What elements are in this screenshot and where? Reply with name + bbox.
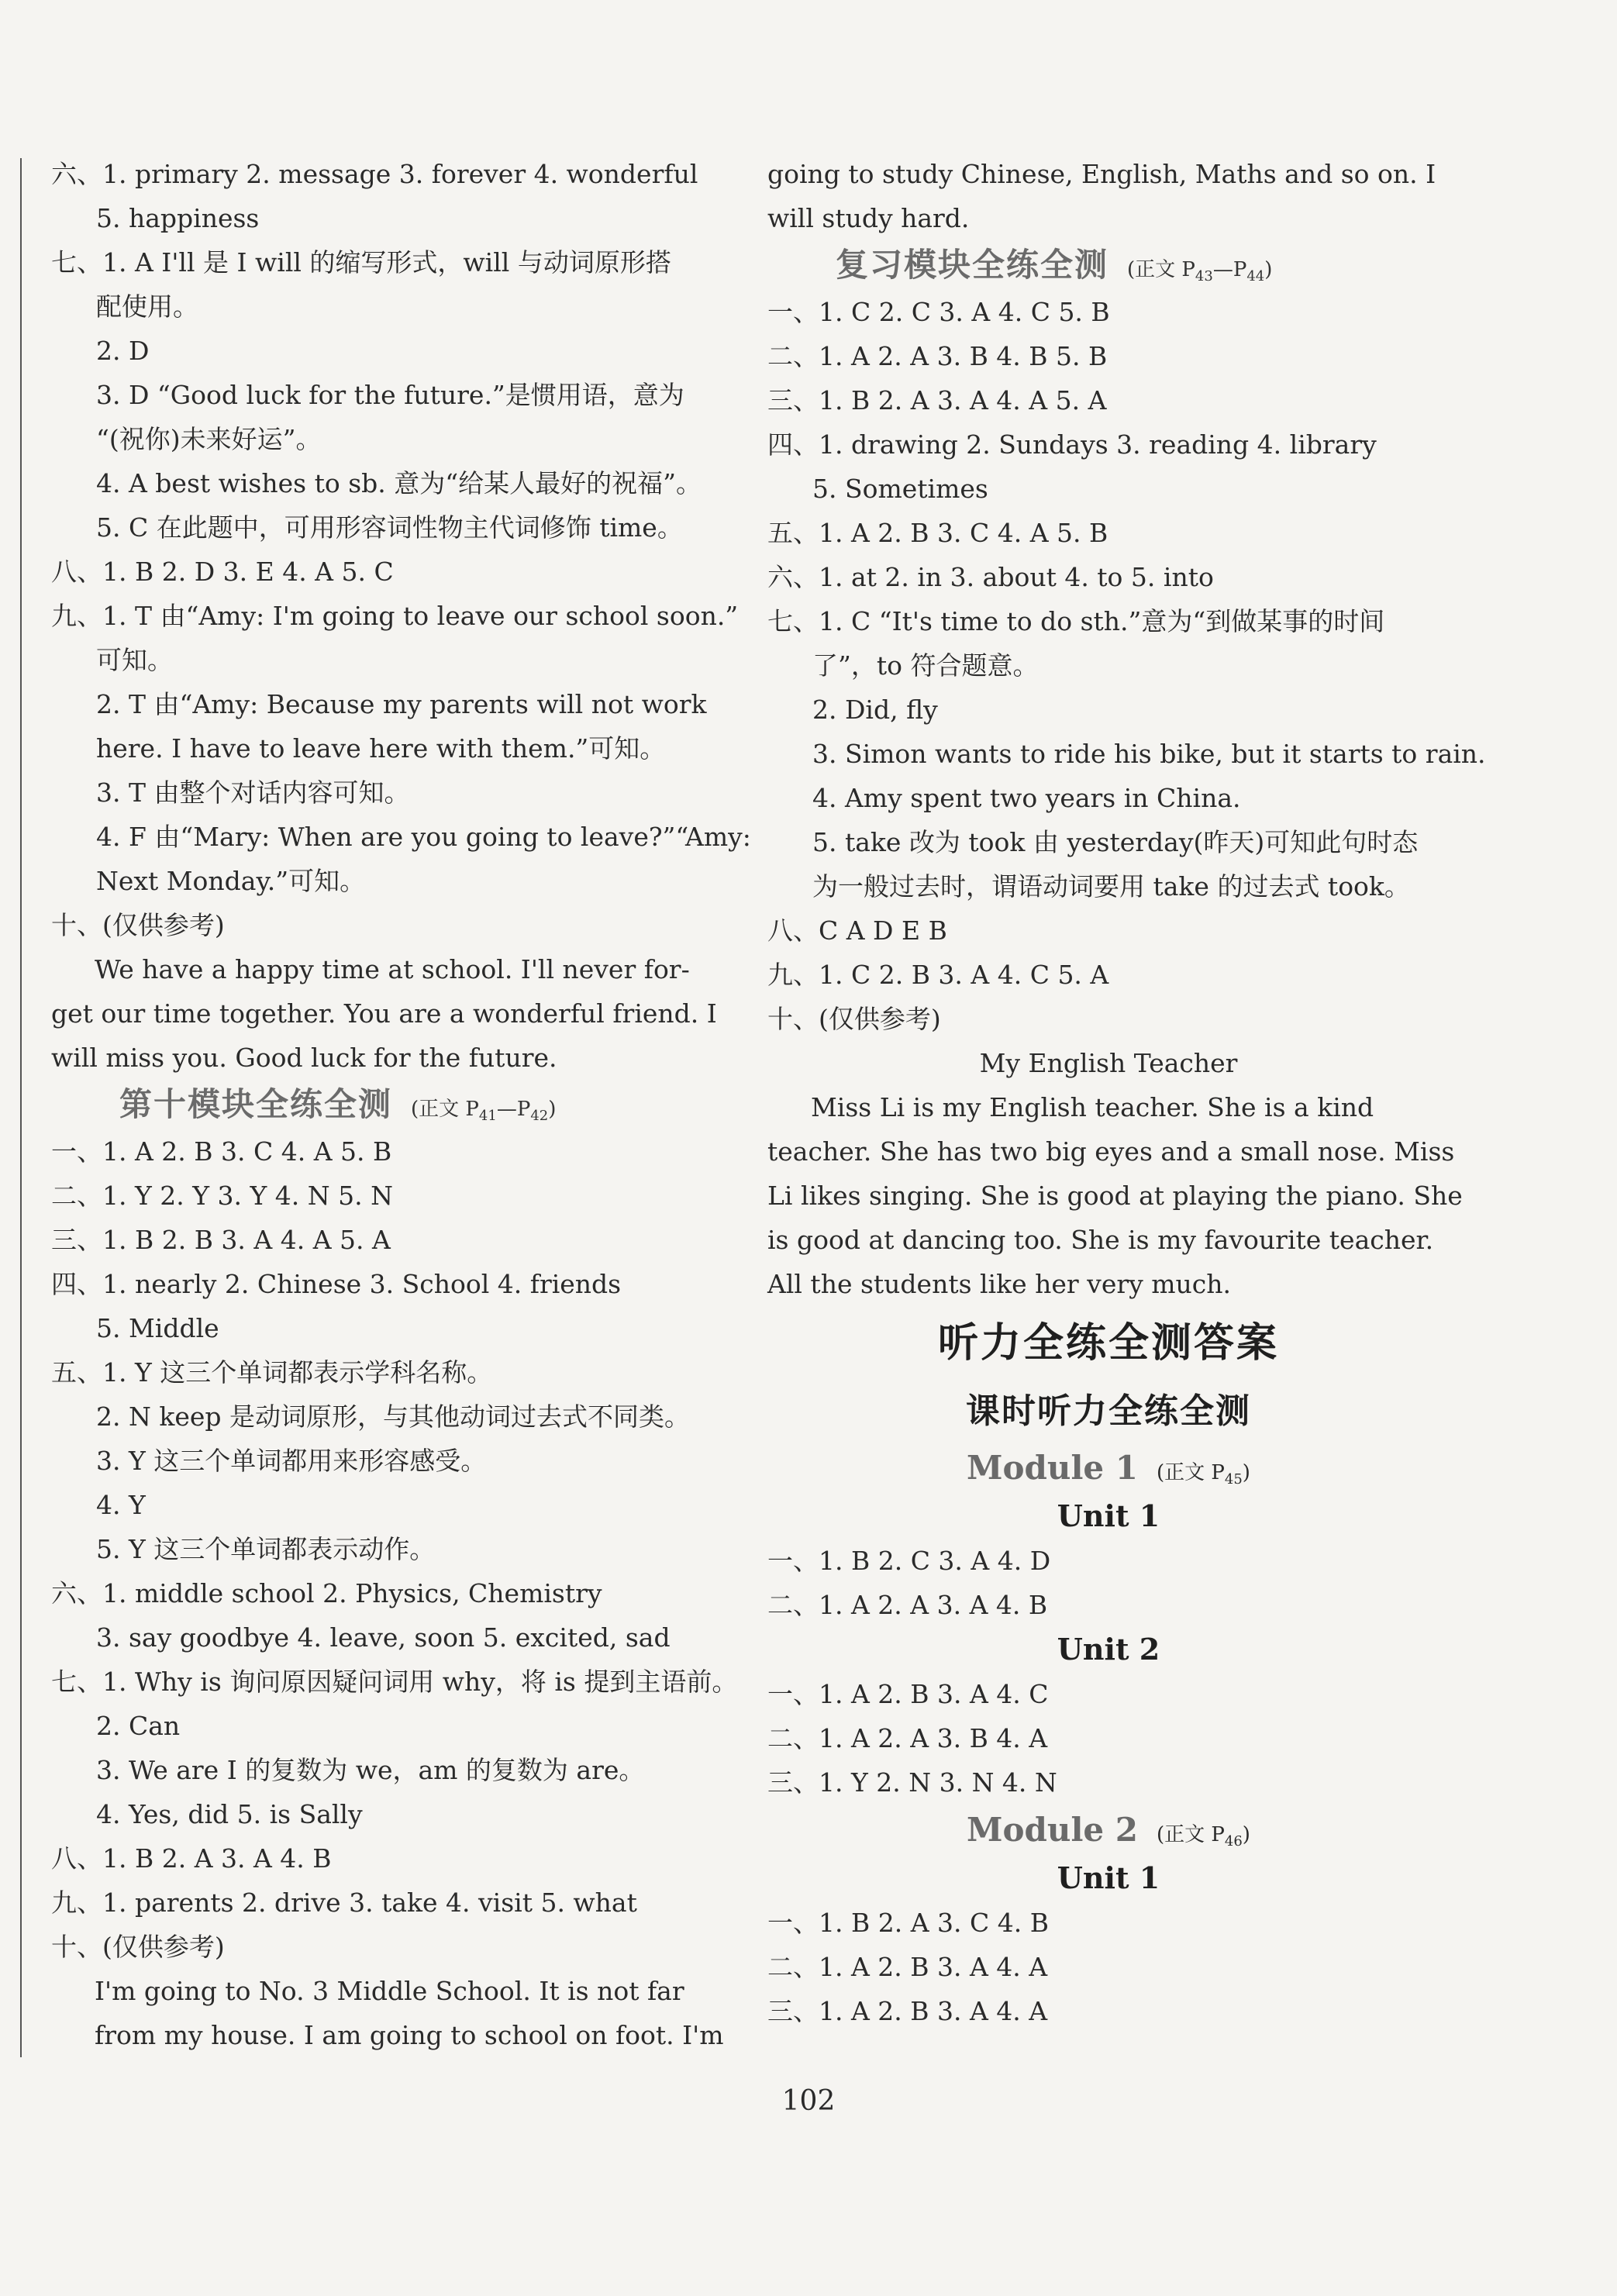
answer-subline: 5. happiness [96,203,260,233]
ref-page-end: 42 [530,1108,549,1125]
module-heading [767,1805,1450,1856]
answer-line: 七、1. Why is 询问原因疑问词用 why，将 is 提到主语前。 [51,1667,738,1697]
answer-line: 三、1. B 2. A 3. A 4. A 5. A [767,385,1107,415]
essay-line: We have a happy time at school. I'll never for- [95,954,690,984]
module-heading [767,1443,1450,1494]
answer-line: 九、1. C 2. B 3. A 4. C 5. A [767,960,1109,990]
answer-subline: 可知。 [96,645,173,675]
ref-page-end: 44 [1246,268,1265,285]
answer-subline: 3. say goodbye 4. leave, soon 5. excited, sad [96,1622,671,1653]
essay-title: My English Teacher [979,1048,1238,1078]
module-title: Module 2 [967,1811,1138,1849]
left-column [51,152,751,2057]
page-reference: (正文 $P_{45}$) [1156,1461,1250,1488]
answer-line: 九、1. T 由“Amy: I'm going to leave our school soon.” [51,601,739,631]
section-title: 复习模块全练全测 [836,246,1109,284]
answer-line: 三、1. A 2. B 3. A 4. A [767,1996,1048,2026]
answer-subline: 4. Y [96,1490,146,1520]
answer-subline: 为一般过去时，谓语动词要用 take 的过去式 took。 [812,871,1410,902]
answer-line: 一、1. B 2. A 3. C 4. B [767,1908,1049,1938]
answer-line: 六、1. middle school 2. Physics, Chemistry [51,1578,602,1608]
answer-subline: “(祝你)未来好运”。 [96,424,322,454]
answer-subline: 5. C 在此题中，可用形容词性物主代词修饰 time。 [96,512,683,543]
answer-subline: 2. N keep 是动词原形，与其他动词过去式不同类。 [96,1401,691,1432]
answer-line: 一、1. C 2. C 3. A 4. C 5. B [767,297,1110,327]
left-margin-rule [20,158,22,2057]
page-reference: (正文 $P_{46}$) [1156,1823,1250,1850]
answer-subline: 5. Sometimes [812,474,988,504]
essay-line: will study hard. [767,203,970,233]
answer-line: 四、1. nearly 2. Chinese 3. School 4. friends [51,1269,622,1299]
answer-subline: 2. Can [96,1711,181,1741]
answer-line: 五、1. Y 这三个单词都表示学科名称。 [51,1357,493,1388]
essay-line: Li likes singing. She is good at playing the piano. She [767,1181,1463,1211]
answer-line: 三、1. B 2. B 3. A 4. A 5. A [51,1225,391,1255]
answer-subline: 2. T 由“Amy: Because my parents will not work [96,689,707,719]
answers-main-heading: 听力全练全测答案 [937,1320,1279,1367]
essay-line: get our time together. You are a wonderful friend. I [51,998,717,1029]
answer-subline: 5. Y 这三个单词都表示动作。 [96,1534,436,1564]
essay-line: going to study Chinese, English, Maths and so on. I [767,159,1436,189]
answer-line: 六、1. primary 2. message 3. forever 4. wonderful [51,159,698,189]
section-heading [119,1080,718,1129]
section-heading [836,240,1450,290]
answer-line: 六、1. at 2. in 3. about 4. to 5. into [767,562,1214,592]
answer-line: 一、1. A 2. B 3. A 4. C [767,1679,1049,1709]
answer-line: 二、1. A 2. A 3. A 4. B [767,1590,1048,1620]
unit-heading: Unit 2 [1057,1632,1160,1667]
unit-heading: Unit 1 [1057,1498,1160,1533]
answer-line: 二、1. Y 2. Y 3. Y 4. N 5. N [51,1181,393,1211]
answer-line: 八、1. B 2. A 3. A 4. B [51,1843,332,1874]
answer-line: 十、(仅供参考) [51,1932,225,1962]
essay-line: teacher. She has two big eyes and a small nose. Miss [767,1136,1455,1167]
answer-line: 二、1. A 2. B 3. A 4. A [767,1952,1048,1982]
answer-line: 三、1. Y 2. N 3. N 4. N [767,1767,1057,1798]
answer-subline: 配使用。 [96,291,198,322]
essay-line: All the students like her very much. [767,1269,1232,1299]
unit-heading: Unit 1 [1057,1860,1160,1895]
answer-line: 四、1. drawing 2. Sundays 3. reading 4. library [767,429,1377,460]
answer-subline: 2. Did, fly [812,695,938,725]
page-number: 102 [781,2085,836,2117]
answer-subline: 3. D “Good luck for the future.”是惯用语，意为 [96,380,684,410]
answer-subline: 4. F 由“Mary: When are you going to leave?”“Amy: [96,822,751,852]
answer-subline: 5. Middle [96,1313,219,1343]
module-title: Module 1 [967,1449,1138,1487]
answer-subline: 2. D [96,336,150,366]
answer-line: 八、1. B 2. D 3. E 4. A 5. C [51,557,394,587]
answer-line: 二、1. A 2. A 3. B 4. B 5. B [767,341,1108,371]
answer-line: 二、1. A 2. A 3. B 4. A [767,1723,1048,1753]
answer-line: 七、1. A I'll 是 I will 的缩写形式，will 与动词原形搭 [51,247,671,278]
answer-line: 一、1. B 2. C 3. A 4. D [767,1546,1051,1576]
essay-line: is good at dancing too. She is my favourite teacher. [767,1225,1434,1255]
answer-line: 七、1. C “It's time to do sth.”意为“到做某事的时间 [767,606,1385,636]
answer-subline: here. I have to leave here with them.”可知。 [96,733,666,764]
answer-subline: 4. Yes, did 5. is Sally [96,1799,363,1829]
right-column [767,152,1486,2033]
answer-line: 九、1. parents 2. drive 3. take 4. visit 5. what [51,1887,637,1918]
essay-line: Miss Li is my English teacher. She is a kind [811,1092,1374,1122]
answer-subline: 3. Y 这三个单词都用来形容感受。 [96,1446,487,1476]
answer-line: 十、(仅供参考) [51,910,225,940]
page-reference: (正文 $P_{43}—P_{44}$) [1127,258,1273,285]
answer-line: 五、1. A 2. B 3. C 4. A 5. B [767,518,1108,548]
answer-subline: 了”，to 符合题意。 [812,650,1039,681]
ref-page: 45 [1224,1471,1243,1488]
essay-line: from my house. I am going to school on foot. I'm [95,2020,724,2050]
answer-subline: 4. A best wishes to sb. 意为“给某人最好的祝福”。 [96,468,702,498]
answer-subline: 3. T 由整个对话内容可知。 [96,777,410,808]
answer-line: 十、(仅供参考) [767,1004,941,1034]
answer-subline: 5. take 改为 took 由 yesterday(昨天)可知此句时态 [812,827,1419,857]
page-reference: (正文 $P_{41}—P_{42}$) [411,1098,557,1125]
answer-subline: Next Monday.”可知。 [96,866,366,896]
answers-sub-heading: 课时听力全练全测 [966,1391,1251,1431]
essay-line: will miss you. Good luck for the future. [51,1043,557,1073]
ref-page-start: 41 [478,1108,497,1125]
answer-subline: 3. We are I 的复数为 we，am 的复数为 are。 [96,1755,645,1785]
section-title: 第十模块全练全测 [119,1085,393,1123]
essay-line: I'm going to No. 3 Middle School. It is not far [95,1976,684,2006]
answer-line: 一、1. A 2. B 3. C 4. A 5. B [51,1136,392,1167]
answer-subline: 3. Simon wants to ride his bike, but it starts to rain. [812,739,1486,769]
answer-subline: 4. Amy spent two years in China. [812,783,1241,813]
ref-page: 46 [1224,1833,1243,1850]
answer-line: 八、C A D E B [767,915,947,946]
ref-page-start: 43 [1195,268,1213,285]
